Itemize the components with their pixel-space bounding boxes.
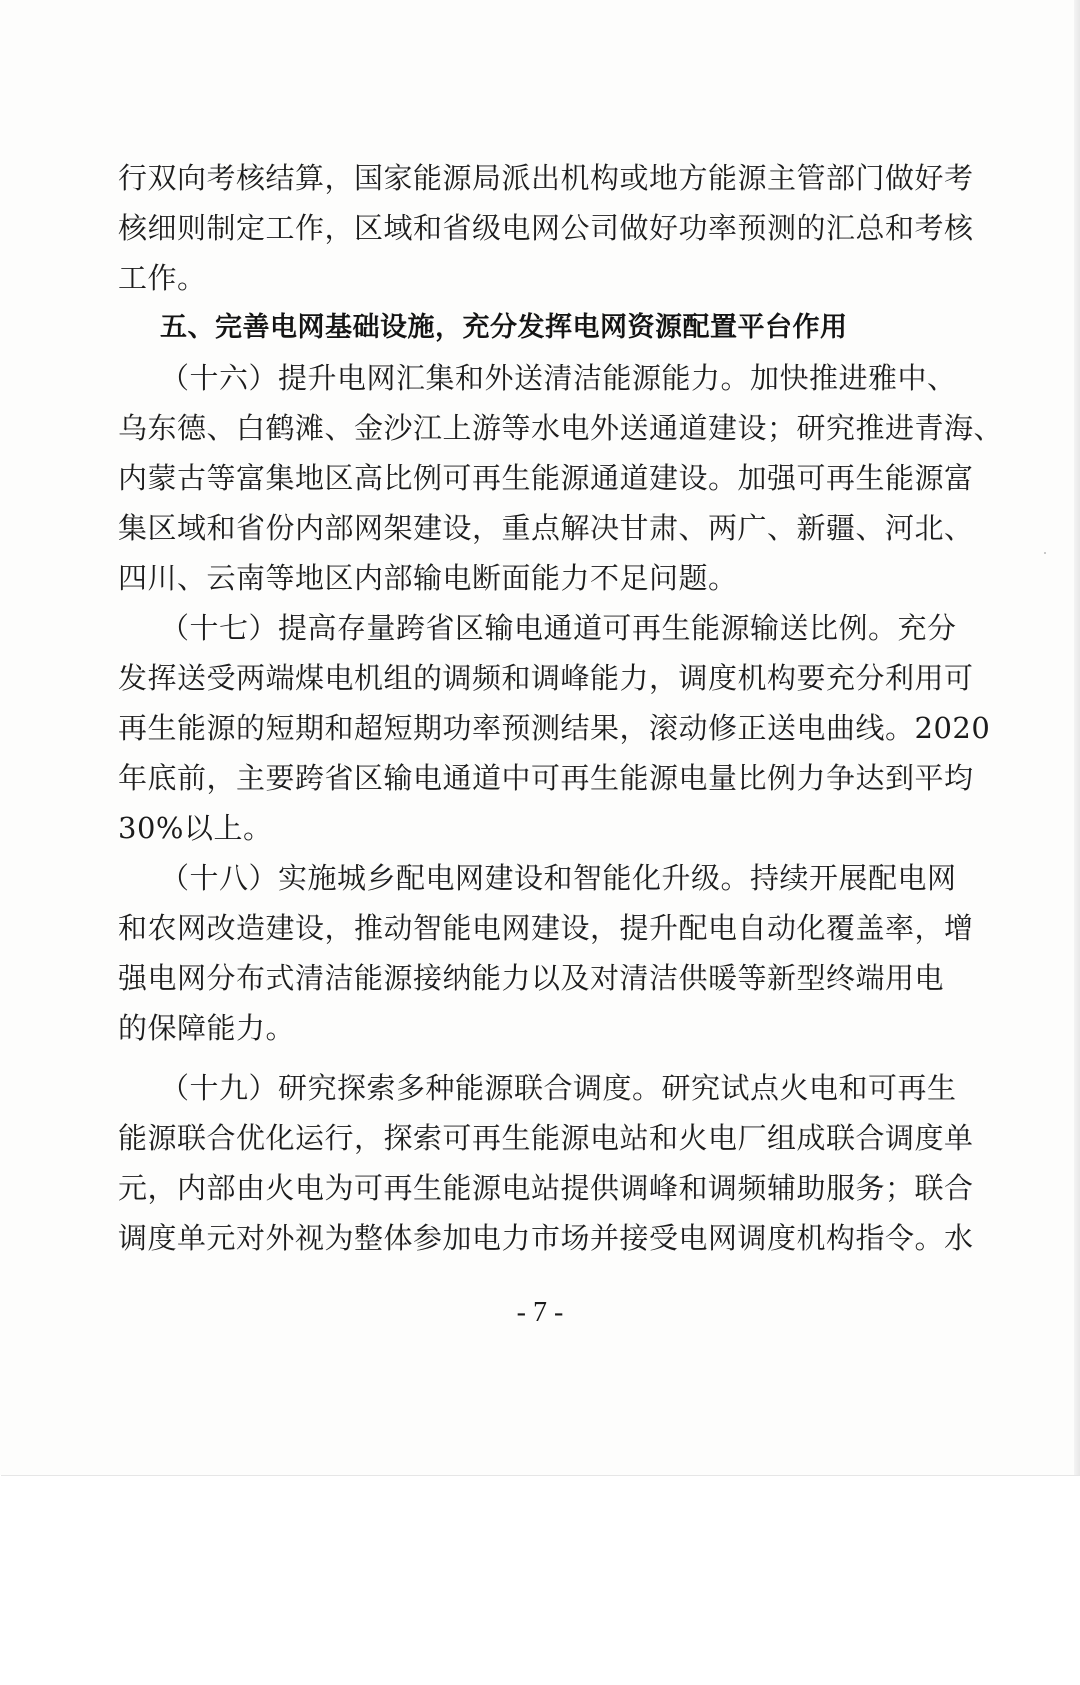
body-line-22: 调度单元对外视为整体参加电力市场并接受电网调度机构指令。水: [118, 1221, 974, 1255]
body-line-12: 再生能源的短期和超短期功率预测结果，滚动修正送电曲线。2020: [118, 711, 991, 745]
body-line-1: 行双向考核结算，国家能源局派出机构或地方能源主管部门做好考: [118, 161, 974, 195]
body-line-7: 内蒙古等富集地区高比例可再生能源通道建设。加强可再生能源富: [118, 461, 974, 495]
body-line-3: 工作。: [118, 261, 207, 295]
body-line-8: 集区域和省份内部网架建设，重点解决甘肃、两广、新疆、河北、: [118, 511, 974, 545]
body-line-16: 和农网改造建设，推动智能电网建设，提升配电自动化覆盖率，增: [118, 911, 974, 945]
body-line-2: 核细则制定工作，区域和省级电网公司做好功率预测的汇总和考核: [118, 211, 974, 245]
section-heading: 五、完善电网基础设施，充分发挥电网资源配置平台作用: [160, 312, 848, 343]
body-line-18: 的保障能力。: [118, 1011, 296, 1045]
body-line-15: （十八）实施城乡配电网建设和智能化升级。持续开展配电网: [160, 861, 957, 895]
body-line-13: 年底前，主要跨省区输电通道中可再生能源电量比例力争达到平均: [118, 761, 974, 795]
body-line-19: （十九）研究探索多种能源联合调度。研究试点火电和可再生: [160, 1071, 957, 1105]
body-line-14: 30%以上。: [118, 811, 273, 845]
body-line-20: 能源联合优化运行，探索可再生能源电站和火电厂组成联合调度单: [118, 1121, 974, 1155]
body-line-17: 强电网分布式清洁能源接纳能力以及对清洁供暖等新型终端用电: [118, 961, 945, 995]
body-line-10: （十七）提高存量跨省区输电通道可再生能源输送比例。充分: [160, 611, 957, 645]
body-line-5: （十六）提升电网汇集和外送清洁能源能力。加快推进雅中、: [160, 361, 957, 395]
body-line-11: 发挥送受两端煤电机组的调频和调峰能力，调度机构要充分利用可: [118, 661, 974, 695]
body-line-21: 元，内部由火电为可再生能源电站提供调峰和调频辅助服务；联合: [118, 1171, 974, 1205]
scan-speck: [1044, 552, 1046, 554]
body-line-6: 乌东德、白鹤滩、金沙江上游等水电外送通道建设；研究推进青海、: [118, 411, 1004, 445]
body-line-9: 四川、云南等地区内部输电断面能力不足问题。: [118, 561, 738, 595]
page-number: - 7 -: [516, 1297, 564, 1328]
